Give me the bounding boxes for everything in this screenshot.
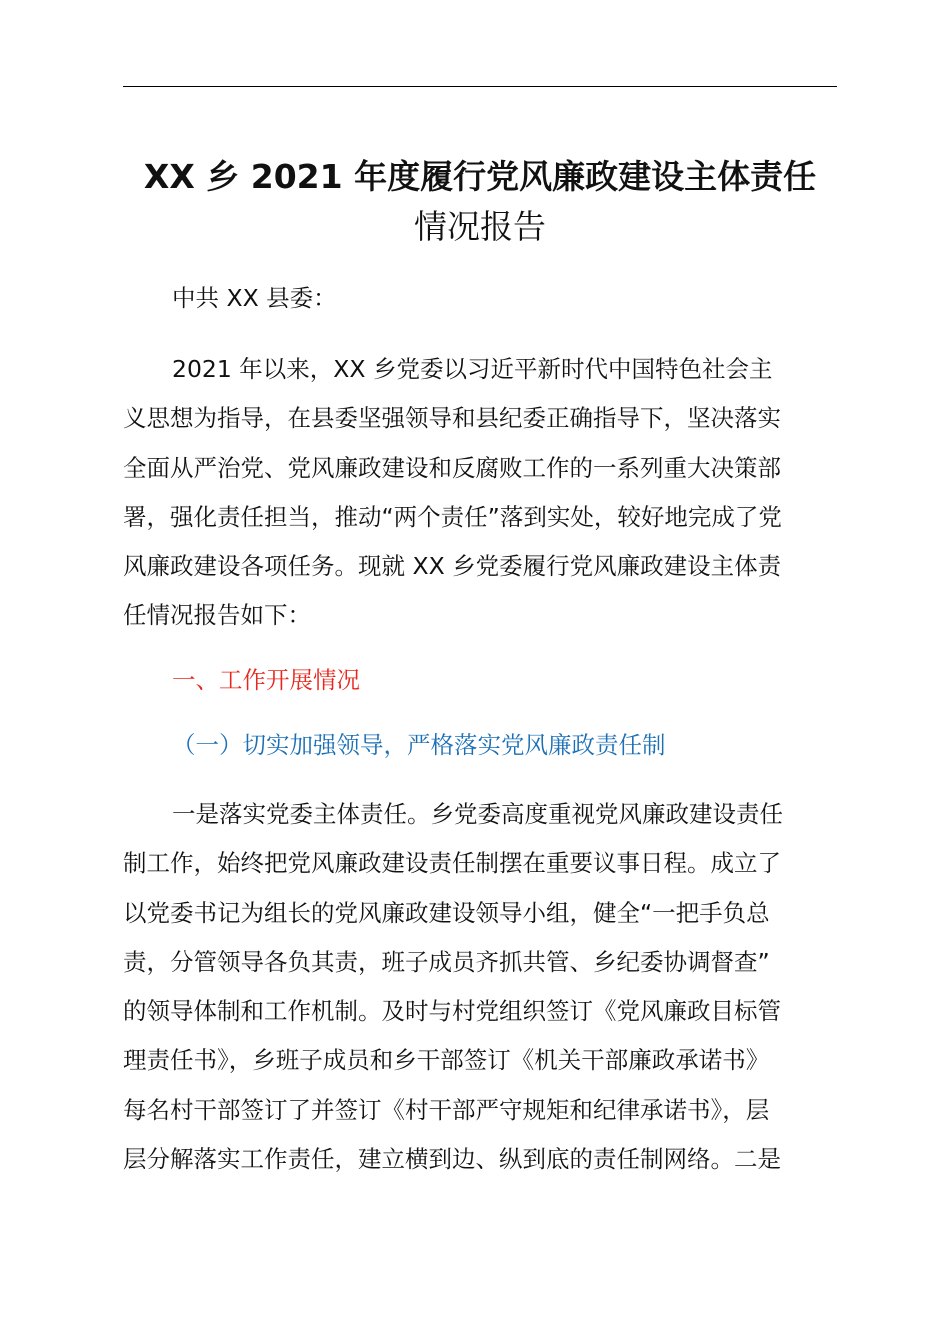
paragraph-line: 制工作，始终把党风廉政建设责任制摆在重要议事日程。成立了	[123, 849, 781, 878]
paragraph-line: 全面从严治党、党风廉政建设和反腐败工作的一系列重大决策部	[123, 453, 781, 482]
paragraph-line: 署，强化责任担当，推动“两个责任”落到实处，较好地完成了党	[123, 502, 782, 531]
paragraph-line: 以党委书记为组长的党风廉政建设领导小组，健全“一把手负总	[123, 898, 770, 927]
paragraph-line: 风廉政建设各项任务。现就 XX 乡党委履行党风廉政建设主体责	[123, 552, 782, 581]
header-rule	[123, 86, 837, 87]
title-line-2: 情况报告	[414, 207, 546, 246]
paragraph-line: 一是落实党委主体责任。乡党委高度重视党风廉政建设责任	[172, 800, 783, 828]
paragraph-line: 义思想为指导，在县委坚强领导和县纪委正确指导下，坚决落实	[123, 404, 781, 433]
paragraph-line: 任情况报告如下：	[123, 601, 311, 630]
paragraph-line: 层分解落实工作责任，建立横到边、纵到底的责任制网络。二是	[123, 1145, 781, 1174]
paragraph-line: 每名村干部签订了并签订《村干部严守规矩和纪律承诺书》，层	[123, 1095, 770, 1124]
intro-paragraph	[123, 345, 837, 641]
title-line-1: XX 乡 2021 年度履行党风廉政建设主体责任	[143, 157, 817, 196]
subsection-heading: （一）切实加强领导，严格落实党风廉政责任制	[172, 731, 666, 759]
paragraph-line: 责，分管领导各负其责，班子成员齐抓共管、乡纪委协调督查”	[123, 947, 770, 976]
document-title	[123, 152, 837, 252]
paragraph-line: 的领导体制和工作机制。及时与村党组织签订《党风廉政目标管	[123, 997, 781, 1026]
paragraph-line: 2021 年以来，XX 乡党委以习近平新时代中国特色社会主	[172, 355, 773, 383]
body-paragraph	[123, 790, 837, 1184]
salutation: 中共 XX 县委：	[172, 284, 337, 312]
section-heading: 一、工作开展情况	[172, 666, 360, 694]
paragraph-line: 理责任书》，乡班子成员和乡干部签订《机关干部廉政承诺书》	[123, 1046, 770, 1075]
